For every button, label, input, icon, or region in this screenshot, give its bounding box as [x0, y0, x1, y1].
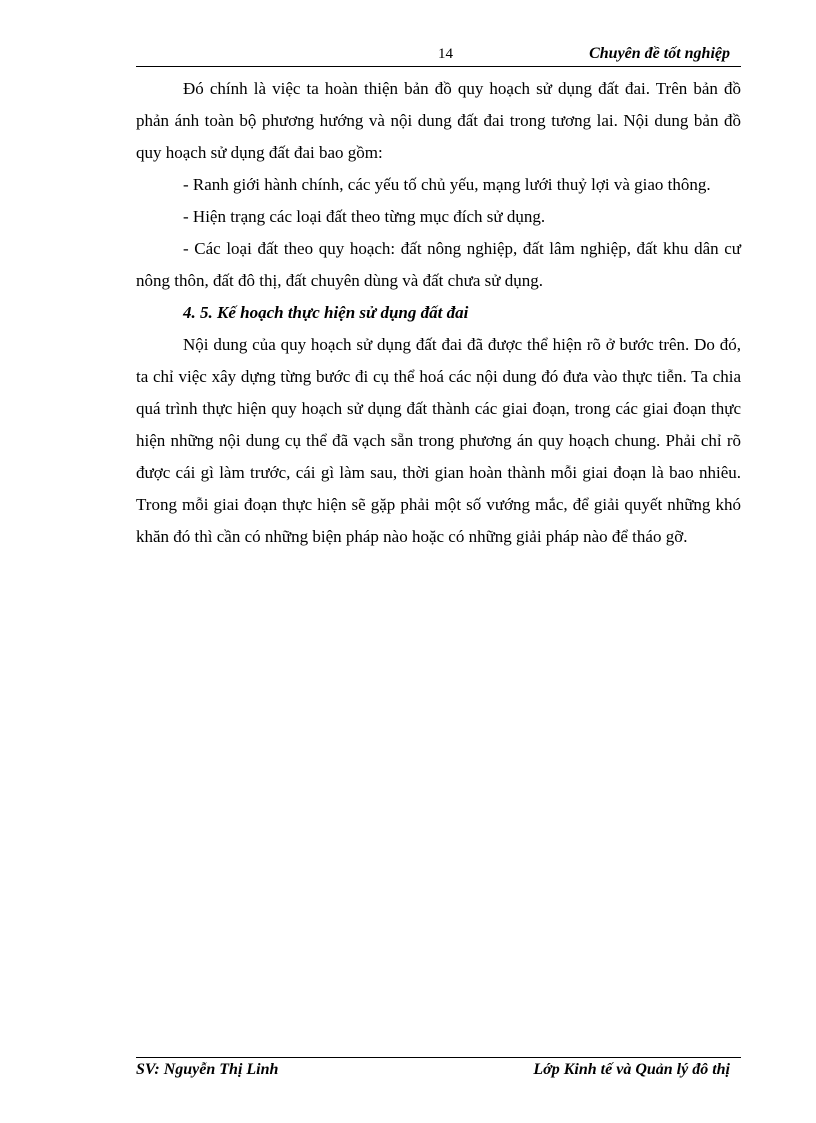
implementation-paragraph: Nội dung của quy hoạch sử dụng đất đai đã được thể hiện rõ ở bước trên. Do đó, ta chỉ việc xây dựng từng bước đi cụ thể hoá các nội dung đó đưa vào thực tiễn. Ta chia quá trình thực hiện quy hoạch sử dụng đất thành các giai đoạn, trong các giai đoạn thực hiện những nội dung cụ thể đã vạch sẵn trong phương án quy hoạch chung. Phải chỉ rõ được cái gì làm trước, cái gì làm sau, thời gian hoàn thành mỗi giai đoạn là bao nhiêu. Trong mỗi giai đoạn thực hiện sẽ gặp phải một số vướng mắc, để giải quyết những khó khăn đó thì cần có những biện pháp nào hoặc có những giải pháp nào để tháo gỡ. [136, 335, 741, 546]
list-item-current-status: - Hiện trạng các loại đất theo từng mục đích sử dụng. [183, 207, 546, 226]
header-divider [136, 66, 741, 67]
page-number: 14 [438, 46, 453, 62]
footer-divider [136, 1057, 741, 1058]
footer-student-name: SV: Nguyễn Thị Linh [136, 1061, 279, 1078]
list-item-planned-land-types: - Các loại đất theo quy hoạch: đất nông nghiệp, đất lâm nghiệp, đất khu dân cư nông thôn, đất đô thị, đất chuyên dùng và đất chưa sử dụng. [136, 239, 741, 290]
list-item-boundaries: - Ranh giới hành chính, các yếu tố chủ yếu, mạng lưới thuỷ lợi và giao thông. [183, 175, 711, 194]
document-header-title: Chuyên đề tốt nghiệp [589, 45, 730, 62]
section-heading: 4. 5. Kế hoạch thực hiện sử dụng đất đai [183, 303, 469, 322]
page-body [136, 73, 741, 553]
footer-class-name: Lớp Kinh tế và Quản lý đô thị [533, 1061, 730, 1078]
intro-paragraph: Đó chính là việc ta hoàn thiện bản đồ quy hoạch sử dụng đất đai. Trên bản đồ phản ánh toàn bộ phương hướng và nội dung đất đai trong tương lai. Nội dung bản đồ quy hoạch sử dụng đất đai bao gồm: [136, 79, 741, 162]
